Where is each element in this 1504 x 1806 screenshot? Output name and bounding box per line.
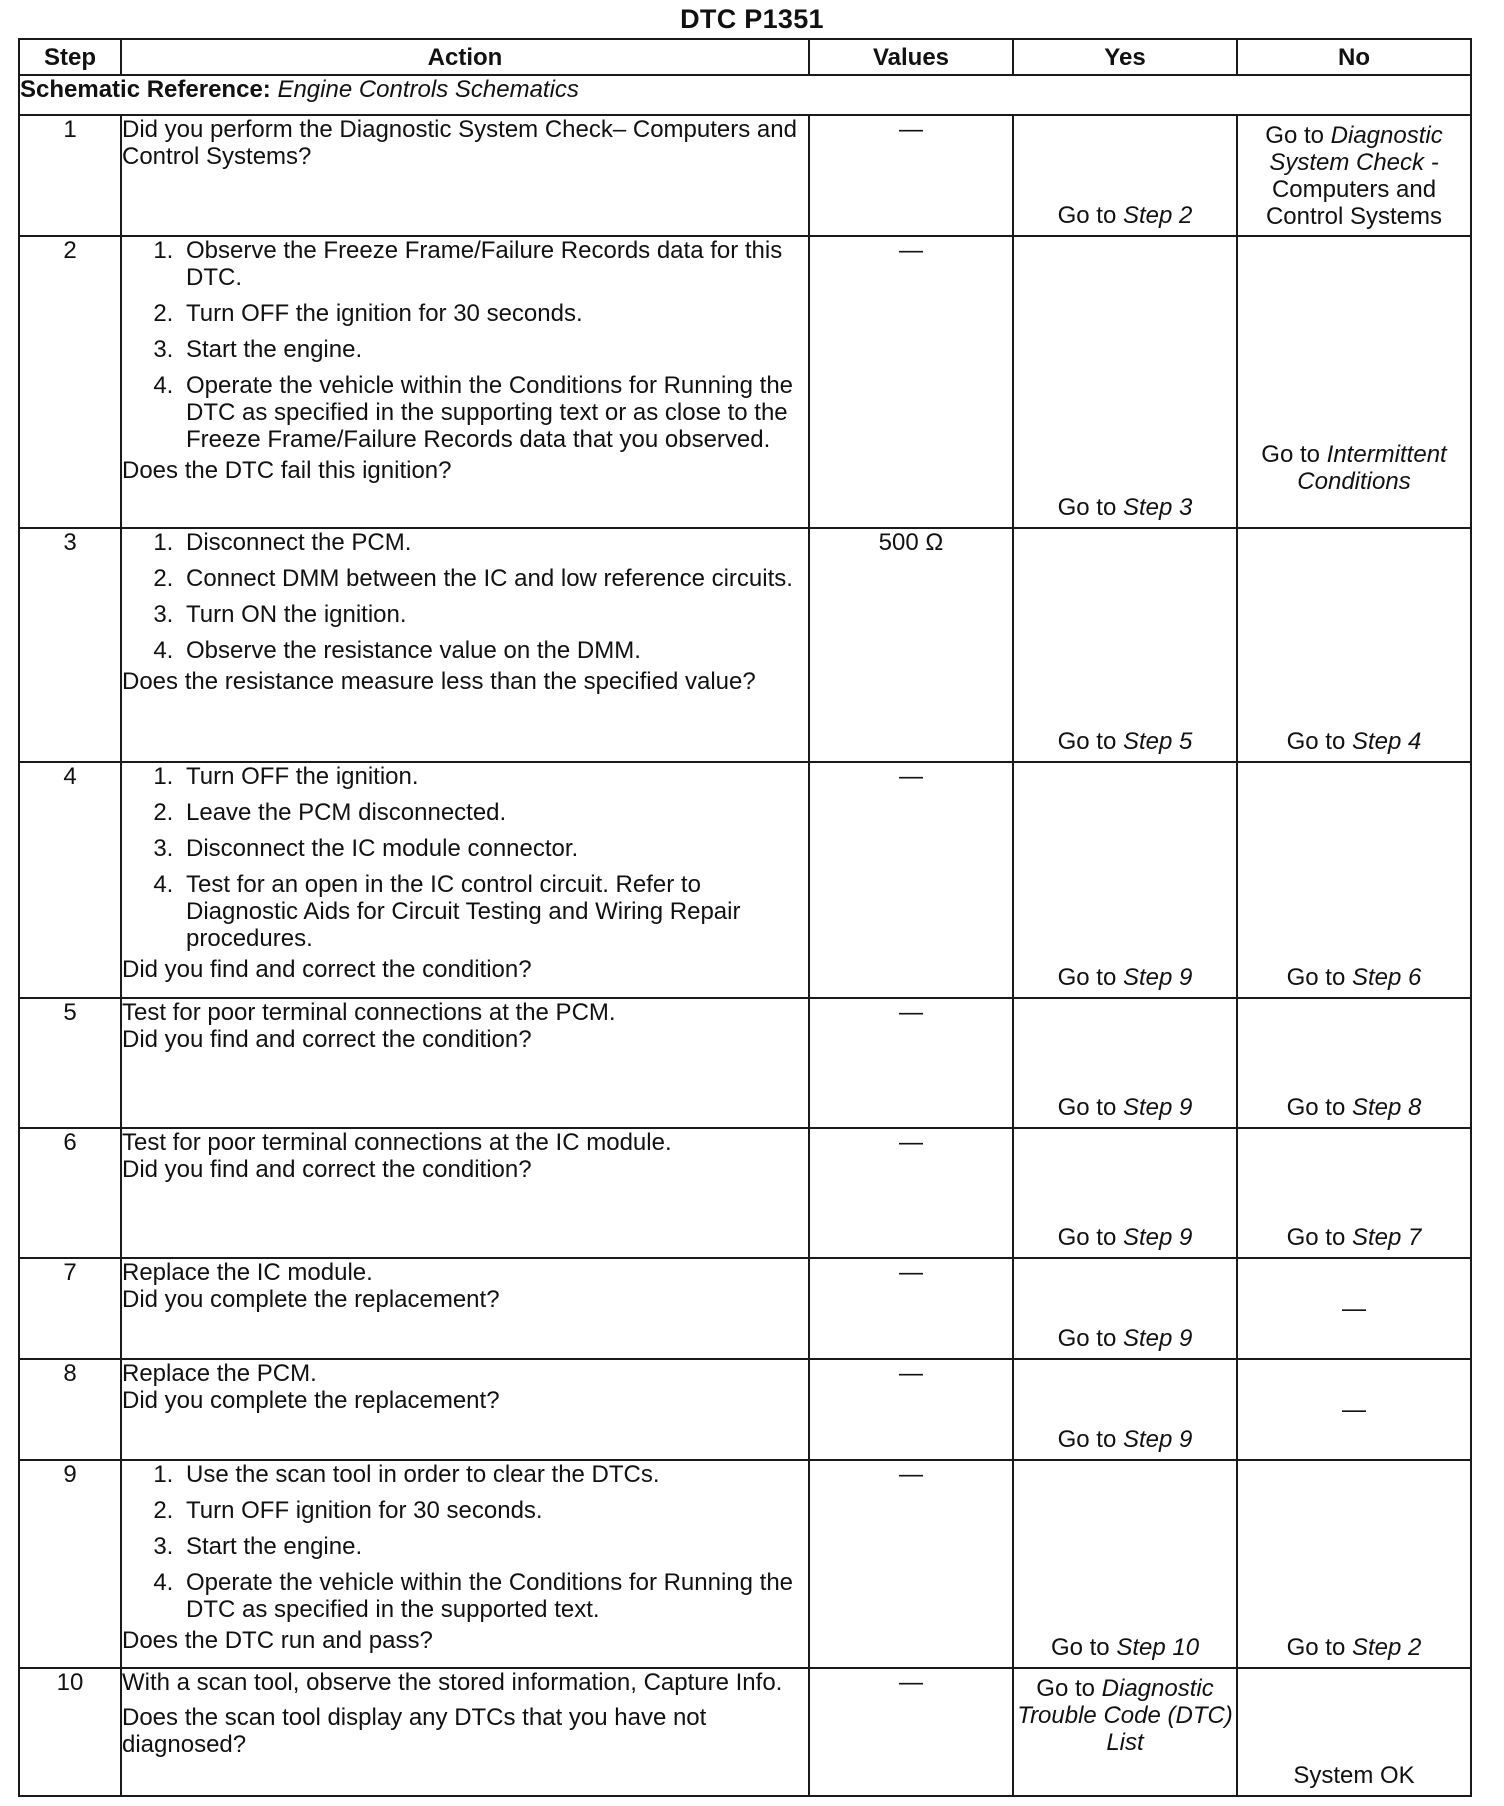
action-content	[122, 1461, 808, 1654]
table-row	[19, 1668, 1471, 1796]
go-to-prefix: Go to	[1286, 1634, 1346, 1661]
no-cell	[1237, 236, 1471, 528]
substep: 2. Leave the PCM disconnected.	[180, 799, 808, 826]
document-title: DTC P1351	[680, 4, 824, 34]
yes-cell	[1013, 998, 1237, 1128]
action-cell	[121, 115, 809, 236]
no-result	[1238, 441, 1470, 495]
no-cell	[1237, 762, 1471, 998]
no-result	[1238, 122, 1470, 230]
action-question: Did you complete the replacement?	[122, 1286, 500, 1313]
yes-cell	[1013, 1258, 1237, 1359]
go-to-prefix: Go to	[1286, 1224, 1346, 1251]
substep: 1. Turn OFF the ignition.	[180, 763, 808, 790]
substep: 4. Test for an open in the IC control circuit. Refer to Diagnostic Aids for Circuit Testing and Wiring Repair procedures.	[180, 871, 808, 952]
action-text: Replace the IC module.	[122, 1259, 373, 1286]
substep: 3. Start the engine.	[180, 336, 808, 363]
step-reference: Step 10	[1116, 1634, 1200, 1661]
action-cell	[121, 1258, 809, 1359]
step-number: 10	[19, 1668, 121, 1796]
step-reference: Step 2	[1122, 202, 1193, 229]
no-result	[1238, 964, 1470, 991]
yes-cell	[1013, 1128, 1237, 1258]
yes-cell	[1013, 236, 1237, 528]
yes-result	[1014, 1426, 1236, 1453]
header-values: Values	[809, 39, 1013, 75]
no-cell	[1237, 115, 1471, 236]
step-reference: Step 9	[1122, 1325, 1193, 1352]
step-reference: Step 8	[1351, 1094, 1422, 1121]
action-text: Replace the PCM.	[122, 1360, 317, 1387]
step-reference: Step 4	[1351, 728, 1422, 755]
values-cell: —	[809, 762, 1013, 998]
action-content	[122, 1360, 808, 1414]
step-reference: Step 6	[1351, 964, 1422, 991]
schematic-link: Engine Controls Schematics	[277, 76, 579, 103]
action-content	[122, 763, 808, 983]
action-question: Does the resistance measure less than the specified value?	[122, 668, 756, 695]
substep-list	[122, 237, 808, 457]
action-cell	[121, 1359, 809, 1460]
action-cell	[121, 1668, 809, 1796]
values-cell: —	[809, 1668, 1013, 1796]
action-question: Does the scan tool display any DTCs that you have not diagnosed?	[122, 1704, 707, 1758]
step-reference: Diagnostic Trouble Code (DTC) List	[1017, 1675, 1233, 1756]
no-cell	[1237, 1460, 1471, 1668]
no-result	[1238, 1634, 1470, 1661]
no-cell	[1237, 998, 1471, 1128]
no-cell	[1237, 1668, 1471, 1796]
substep: 3. Turn ON the ignition.	[180, 601, 808, 628]
header-row	[19, 39, 1471, 75]
no-result	[1238, 1094, 1470, 1121]
yes-cell	[1013, 1460, 1237, 1668]
yes-result	[1014, 1634, 1236, 1661]
step-reference: Step 9	[1122, 1426, 1193, 1453]
go-to-prefix: Go to	[1057, 1094, 1117, 1121]
go-to-prefix: Go to	[1057, 1426, 1117, 1453]
yes-cell	[1013, 1359, 1237, 1460]
step-reference: Intermittent Conditions	[1297, 441, 1447, 495]
step-reference: Step 9	[1122, 964, 1193, 991]
yes-cell	[1013, 762, 1237, 998]
values-cell: —	[809, 1258, 1013, 1359]
yes-result	[1014, 1325, 1236, 1352]
step-reference: Step 7	[1351, 1224, 1422, 1251]
values-cell: —	[809, 998, 1013, 1128]
step-number: 9	[19, 1460, 121, 1668]
step-number: 1	[19, 115, 121, 236]
table-row	[19, 762, 1471, 998]
substep: 1. Use the scan tool in order to clear the DTCs.	[180, 1461, 808, 1488]
no-result: System OK	[1293, 1762, 1415, 1789]
action-cell	[121, 528, 809, 762]
step-number: 5	[19, 998, 121, 1128]
no-result	[1238, 1224, 1470, 1251]
go-to-prefix: Go to	[1286, 1094, 1346, 1121]
action-question: Did you find and correct the condition?	[122, 1026, 532, 1053]
yes-cell	[1013, 115, 1237, 236]
table-row	[19, 1359, 1471, 1460]
step-number: 6	[19, 1128, 121, 1258]
substep-list	[122, 1461, 808, 1627]
action-content	[122, 237, 808, 484]
action-text: Did you perform the Diagnostic System Check– Computers and Control Systems?	[122, 116, 797, 170]
step-reference: Diagnostic System Check -	[1269, 122, 1443, 176]
action-content	[122, 1129, 808, 1183]
action-content	[122, 999, 808, 1053]
go-to-prefix: Go to	[1057, 728, 1117, 755]
no-result	[1238, 728, 1470, 755]
step-reference: Step 2	[1351, 1634, 1422, 1661]
no-cell	[1237, 1258, 1471, 1359]
go-to-prefix: Go to	[1057, 964, 1117, 991]
substep: 4. Operate the vehicle within the Conditions for Running the DTC as specified in the supported text.	[180, 1569, 808, 1623]
substep-list	[122, 529, 808, 668]
substep: 2. Turn OFF the ignition for 30 seconds.	[180, 300, 808, 327]
yes-result	[1014, 494, 1236, 521]
go-to-prefix: Go to	[1057, 202, 1117, 229]
action-question: Did you complete the replacement?	[122, 1387, 500, 1414]
substep: 2. Turn OFF ignition for 30 seconds.	[180, 1497, 808, 1524]
action-cell	[121, 998, 809, 1128]
no-cell	[1237, 1359, 1471, 1460]
action-content	[122, 529, 808, 695]
action-text: Test for poor terminal connections at the PCM.	[122, 999, 616, 1026]
table-row	[19, 528, 1471, 762]
go-to-prefix: Go to	[1286, 964, 1346, 991]
step-number: 8	[19, 1359, 121, 1460]
go-to-prefix: Go to	[1036, 1675, 1095, 1702]
yes-result	[1014, 1224, 1236, 1251]
action-text: Test for poor terminal connections at the IC module.	[122, 1129, 672, 1156]
step-number: 3	[19, 528, 121, 762]
step-reference: Step 9	[1122, 1224, 1193, 1251]
no-result: —	[1342, 1295, 1366, 1322]
table-row	[19, 1128, 1471, 1258]
reference-suffix: Computers and Control Systems	[1265, 176, 1443, 230]
values-cell: —	[809, 236, 1013, 528]
step-number: 4	[19, 762, 121, 998]
header-no: No	[1237, 39, 1471, 75]
yes-cell	[1013, 528, 1237, 762]
go-to-prefix: Go to	[1261, 441, 1320, 468]
yes-result	[1014, 728, 1236, 755]
table-row	[19, 998, 1471, 1128]
go-to-prefix: Go to	[1050, 1634, 1110, 1661]
substep: 4. Observe the resistance value on the DMM.	[180, 637, 808, 664]
substep: 3. Disconnect the IC module connector.	[180, 835, 808, 862]
values-cell: —	[809, 1460, 1013, 1668]
values-cell: —	[809, 115, 1013, 236]
no-cell	[1237, 528, 1471, 762]
action-content	[122, 1259, 808, 1313]
action-cell	[121, 236, 809, 528]
table-row	[19, 115, 1471, 236]
step-number: 2	[19, 236, 121, 528]
yes-result	[1014, 964, 1236, 991]
yes-result	[1014, 202, 1236, 229]
go-to-prefix: Go to	[1265, 122, 1324, 149]
action-question: Does the DTC fail this ignition?	[122, 457, 452, 484]
no-result: —	[1342, 1396, 1366, 1423]
substep: 1. Disconnect the PCM.	[180, 529, 808, 556]
action-cell	[121, 1460, 809, 1668]
schematic-reference-row	[19, 75, 1471, 115]
substep: 2. Connect DMM between the IC and low reference circuits.	[180, 565, 808, 592]
table-row	[19, 1258, 1471, 1359]
values-cell: —	[809, 1128, 1013, 1258]
action-question: Did you find and correct the condition?	[122, 1156, 532, 1183]
step-number: 7	[19, 1258, 121, 1359]
table-row	[19, 236, 1471, 528]
step-reference: Step 9	[1122, 1094, 1193, 1121]
schematic-label: Schematic Reference:	[20, 76, 271, 103]
substep: 3. Start the engine.	[180, 1533, 808, 1560]
yes-cell	[1013, 1668, 1237, 1796]
diagnostic-table	[18, 38, 1472, 1797]
schematic-reference	[19, 75, 1471, 115]
substep: 4. Operate the vehicle within the Conditions for Running the DTC as specified in the supporting text or as close to the Freeze Frame/Failure Records data that you observed.	[180, 372, 808, 453]
go-to-prefix: Go to	[1286, 728, 1346, 755]
action-question: Does the DTC run and pass?	[122, 1627, 433, 1654]
step-reference: Step 5	[1122, 728, 1193, 755]
action-cell	[121, 762, 809, 998]
no-cell	[1237, 1128, 1471, 1258]
go-to-prefix: Go to	[1057, 494, 1117, 521]
yes-result	[1014, 1675, 1236, 1756]
table-row	[19, 1460, 1471, 1668]
action-cell	[121, 1128, 809, 1258]
values-cell: —	[809, 1359, 1013, 1460]
values-cell: 500 Ω	[809, 528, 1013, 762]
action-question: Did you find and correct the condition?	[122, 956, 532, 983]
go-to-prefix: Go to	[1057, 1224, 1117, 1251]
substep-list	[122, 763, 808, 956]
go-to-prefix: Go to	[1057, 1325, 1117, 1352]
yes-result	[1014, 1094, 1236, 1121]
header-action: Action	[121, 39, 809, 75]
header-step: Step	[19, 39, 121, 75]
step-reference: Step 3	[1122, 494, 1193, 521]
action-text: With a scan tool, observe the stored information, Capture Info.	[122, 1669, 783, 1696]
substep: 1. Observe the Freeze Frame/Failure Records data for this DTC.	[180, 237, 808, 291]
header-yes: Yes	[1013, 39, 1237, 75]
